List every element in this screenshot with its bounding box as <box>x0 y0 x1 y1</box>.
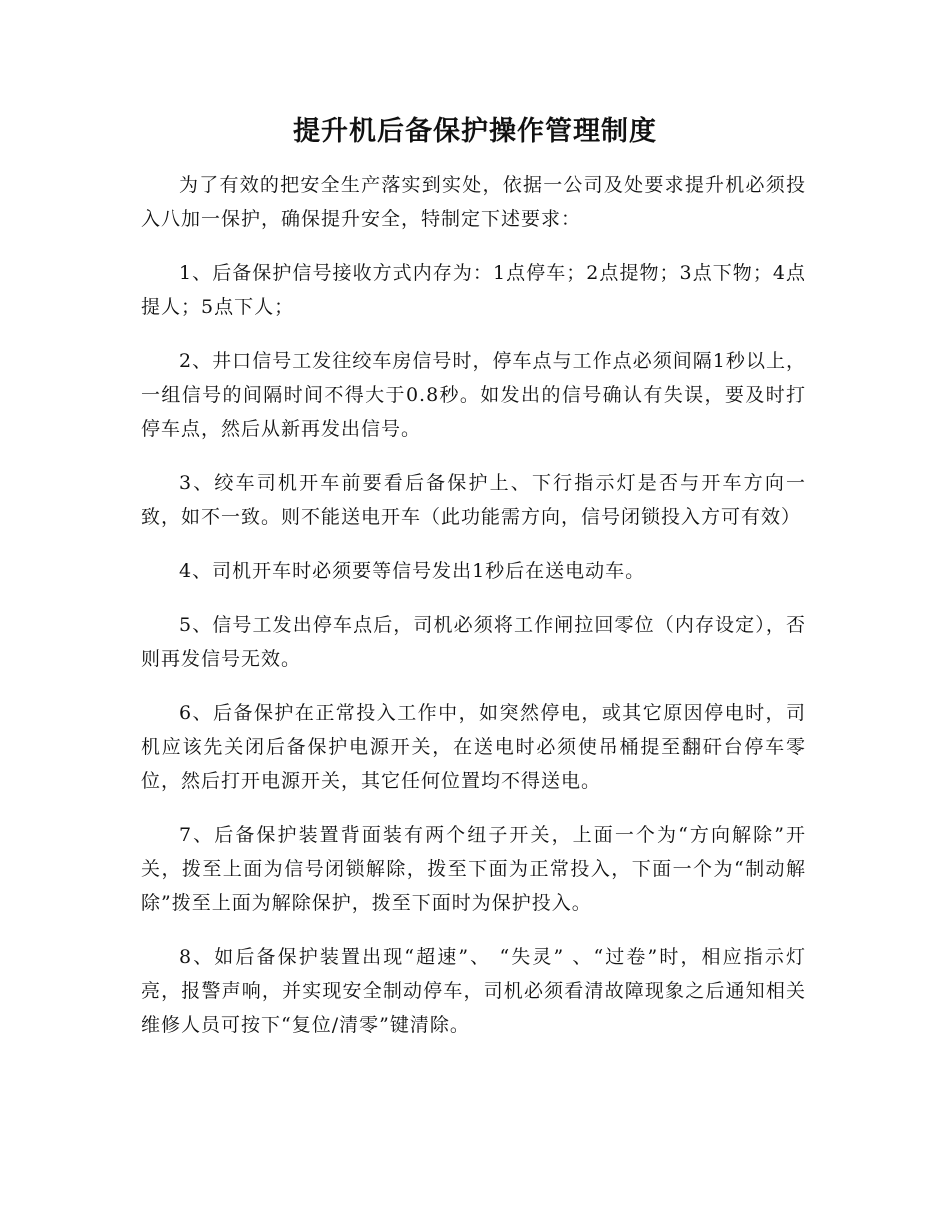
rule-item-4: 4、司机开车时必须要等信号发出1秒后在送电动车。 <box>179 560 646 582</box>
rule-item-3: 3、绞车司机开车前要看后备保护上、下行指示灯是否与开车方向一致，如不一致。则不能送电开车（此功能需方向，信号闭锁投入方可有效） <box>141 472 806 528</box>
rule-item-6: 6、后备保护在正常投入工作中，如突然停电，或其它原因停电时，司机应该先关闭后备保护电源开关，在送电时必须使吊桶提至翻矸台停车零位，然后打开电源开关，其它任何位置均不得送电。 <box>141 702 806 792</box>
rule-item-8: 8、如后备保护装置出现“超速”、 “失灵” 、“过卷”时，相应指示灯亮，报警声响，并实现安全制动停车，司机必须看清故障现象之后通知相关维修人员可按下“复位/清零”键清除。 <box>141 946 806 1036</box>
document-body <box>141 168 806 1062</box>
rule-item-7: 7、后备保护装置背面装有两个纽子开关，上面一个为“方向解除”开关，拨至上面为信号闭锁解除，拨至下面为正常投入，下面一个为“制动解除”拨至上面为解除保护，拨至下面时为保护投入。 <box>141 824 806 914</box>
rule-item-1: 1、后备保护信号接收方式内存为：1点停车；2点提物；3点下物；4点提人；5点下人； <box>141 262 806 318</box>
rule-item-2: 2、井口信号工发往绞车房信号时，停车点与工作点必须间隔1秒以上，一组信号的间隔时间不得大于0.8秒。如发出的信号确认有失误，要及时打停车点，然后从新再发出信号。 <box>141 350 806 440</box>
intro-paragraph: 为了有效的把安全生产落实到实处，依据一公司及处要求提升机必须投入八加一保护，确保提升安全，特制定下述要求： <box>141 174 806 230</box>
document-title: 提升机后备保护操作管理制度 <box>293 116 657 147</box>
rule-item-5: 5、信号工发出停车点后，司机必须将工作闸拉回零位（内存设定），否则再发信号无效。 <box>141 614 806 670</box>
